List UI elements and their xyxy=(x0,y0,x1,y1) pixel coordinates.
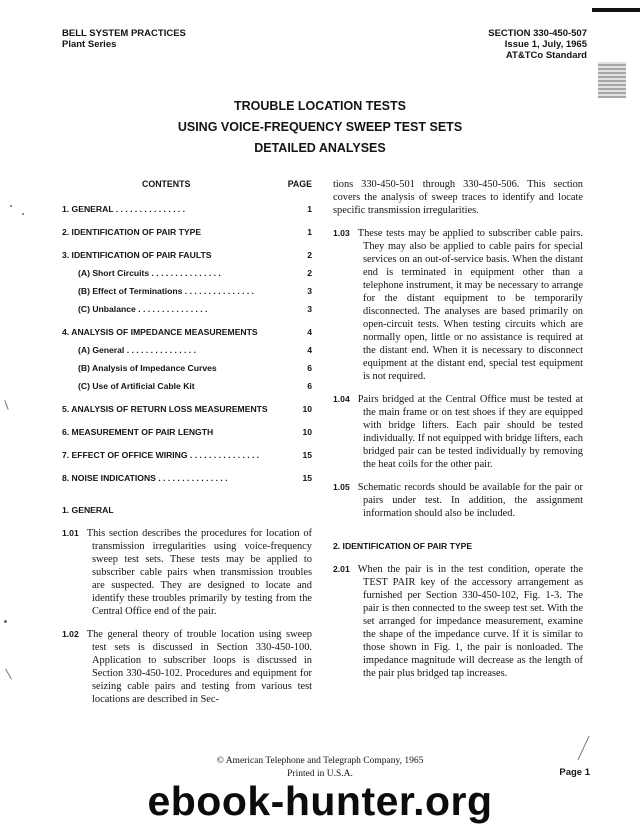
header-series: Plant Series xyxy=(62,39,117,50)
toc-entry xyxy=(62,344,312,356)
toc-entry-page: 4 xyxy=(307,345,312,355)
title-line-1: TROUBLE LOCATION TESTS xyxy=(234,99,406,113)
header-issue: Issue 1, July, 1965 xyxy=(504,39,587,50)
toc-entry-label: 6. MEASUREMENT OF PAIR LENGTH xyxy=(62,427,214,437)
toc-entry-page: 1 xyxy=(307,204,312,214)
paragraph-text: When the pair is in the test condition, operate the TEST PAIR key of the accessory arrangement as furnished per Section 330-450-102, Fig. 1-3. The pair is then connected to the sweep test set. With the set arranged for impedance measurement, examine the shape of the impedance curve. If it is similar to those shown in Fig. 1, the pair is nonloaded. The impedance magnitude will decrease as the length of the pair plus bridged tap increases. xyxy=(357,564,583,679)
paragraph-1-05 xyxy=(333,481,583,520)
paragraph-1-02-continued: tions 330-450-501 through 330-450-506. This section covers the analysis of sweep traces to identify and locate specific transmission irregularities. xyxy=(333,179,583,216)
paragraph-number: 1.03 xyxy=(333,228,350,238)
paragraph-text: This section describes the procedures for location of transmission irregularities using voice-frequency sweep test sets. These tests may be applied to subscriber cable pairs when transmission troubles are suspected. They are designed to locate and identify these troubles primarily by testing from the Central Office end of the pair. xyxy=(86,528,312,617)
toc-entry-page: 10 xyxy=(302,404,312,414)
toc-entry-page: 1 xyxy=(307,227,312,237)
paragraph-number: 1.01 xyxy=(62,528,79,538)
toc-entry-label: 4. ANALYSIS OF IMPEDANCE MEASUREMENTS xyxy=(62,327,258,337)
toc-entry-label: (A) General . . . xyxy=(78,344,290,356)
toc-entry-label: (C) Use of Artificial Cable Kit xyxy=(78,381,195,391)
toc-entry xyxy=(62,226,312,238)
toc-entry-page: 10 xyxy=(302,427,312,437)
toc-entry xyxy=(62,449,312,461)
header-left xyxy=(62,28,186,50)
toc-entry-page: 15 xyxy=(302,450,312,460)
toc-entry xyxy=(62,403,312,415)
toc-entry xyxy=(62,362,312,374)
toc-header xyxy=(62,178,312,192)
table-of-contents xyxy=(62,203,312,484)
paragraph-number: 2.01 xyxy=(333,564,350,574)
toc-entry-label: (B) Analysis of Impedance Curves xyxy=(78,363,217,373)
scan-mark xyxy=(4,400,8,410)
paragraph-1-03 xyxy=(333,227,583,383)
toc-entry xyxy=(62,380,312,392)
toc-entry-page: 3 xyxy=(307,304,312,314)
toc-entry-label: 8. NOISE INDICATIONS . . . xyxy=(62,472,290,484)
document-title xyxy=(0,96,640,159)
scan-speck xyxy=(4,620,7,623)
paragraph-1-01 xyxy=(62,527,312,618)
paragraph-1-02 xyxy=(62,628,312,706)
paragraph-number: 1.02 xyxy=(62,629,79,639)
paragraph-text: Pairs bridged at the Central Office must be tested at the main frame or on test shoes if they are equipped with bridge lifters. Each pair should be tested individually. If not equipped with bridge lifters, each bridged pair can be tested individually by removing the heat coils for the other pair. xyxy=(357,394,583,470)
paragraph-text: The general theory of trouble location using sweep test sets is discussed in Section 330-450-100. Application to subscriber loops is discussed in Section 330-450-102. Procedures and equipment for seizing cable pairs and testing from various test locations are described in Sec- xyxy=(86,629,312,705)
paragraph-1-04 xyxy=(333,393,583,471)
section-heading-pair-type: 2. IDENTIFICATION OF PAIR TYPE xyxy=(333,541,473,551)
toc-entry xyxy=(62,267,312,279)
toc-entry xyxy=(62,303,312,315)
toc-entry-label: (A) Short Circuits . . . xyxy=(78,267,290,279)
toc-entry xyxy=(62,203,312,215)
watermark: ebook-hunter.org xyxy=(147,778,493,824)
toc-entry-label: 5. ANALYSIS OF RETURN LOSS MEASUREMENTS xyxy=(62,404,268,414)
toc-entry xyxy=(62,472,312,484)
right-column xyxy=(333,178,583,690)
toc-entry-label: 1. GENERAL . . . xyxy=(62,203,290,215)
scan-mark xyxy=(5,669,12,680)
header-right xyxy=(488,28,587,61)
toc-entry-label: 2. IDENTIFICATION OF PAIR TYPE xyxy=(62,227,202,237)
scan-speck xyxy=(22,213,24,215)
scan-speck xyxy=(10,205,12,207)
paragraph-2-01 xyxy=(333,563,583,680)
toc-entry-label: (B) Effect of Terminations . . . xyxy=(78,285,290,297)
section-heading-general: 1. GENERAL xyxy=(62,505,114,515)
paragraph-number: 1.04 xyxy=(333,394,350,404)
toc-entry-page: 2 xyxy=(307,250,312,260)
toc-entry-page: 2 xyxy=(307,268,312,278)
corner-bar xyxy=(592,8,640,12)
scan-mark xyxy=(598,62,626,98)
toc-entry-page: 6 xyxy=(307,381,312,391)
toc-entry xyxy=(62,326,312,338)
toc-entry-label: 7. EFFECT OF OFFICE WIRING . . . xyxy=(62,449,290,461)
paragraph-text: Schematic records should be available for the pair or pairs under test. In addition, the assignment information should also be included. xyxy=(357,482,583,519)
paragraph-number: 1.05 xyxy=(333,482,350,492)
footer-printed: Printed in U.S.A. xyxy=(287,769,353,779)
left-column xyxy=(62,178,312,716)
header-practices: BELL SYSTEM PRACTICES xyxy=(62,28,186,39)
toc-page-label: PAGE xyxy=(287,179,312,189)
toc-entry-label: 3. IDENTIFICATION OF PAIR FAULTS xyxy=(62,250,212,260)
toc-entry xyxy=(62,426,312,438)
toc-entry-page: 4 xyxy=(307,327,312,337)
footer-page-number: Page 1 xyxy=(559,767,590,778)
toc-entry xyxy=(62,249,312,261)
footer-copyright: © American Telephone and Telegraph Company, 1965 xyxy=(216,756,424,766)
paragraph-text: These tests may be applied to subscriber cable pairs. They may also be applied to cable pairs for special services on an out-of-service basis. When the distant end is terminated in equipment other than a telephone instrument, it may be necessary to arrange for the distant equipment to be temporarily disconnected. The analyses are based primarily on open-circuit tests. When testing circuits which are normally open, little or no assistance is required at the distant end. When it is necessary to disconnect equipment at the distant end, special test equipment is not required. xyxy=(357,228,583,382)
title-line-3: DETAILED ANALYSES xyxy=(254,141,386,155)
header-section-number: SECTION 330-450-507 xyxy=(488,28,587,39)
toc-entry xyxy=(62,285,312,297)
toc-contents-label: CONTENTS xyxy=(142,179,191,189)
toc-entry-page: 3 xyxy=(307,286,312,296)
toc-entry-page: 6 xyxy=(307,363,312,373)
title-line-2: USING VOICE-FREQUENCY SWEEP TEST SETS xyxy=(177,120,463,134)
toc-entry-page: 15 xyxy=(302,473,312,483)
header-standard: AT&TCo Standard xyxy=(505,50,587,61)
toc-entry-label: (C) Unbalance . . . xyxy=(78,303,290,315)
